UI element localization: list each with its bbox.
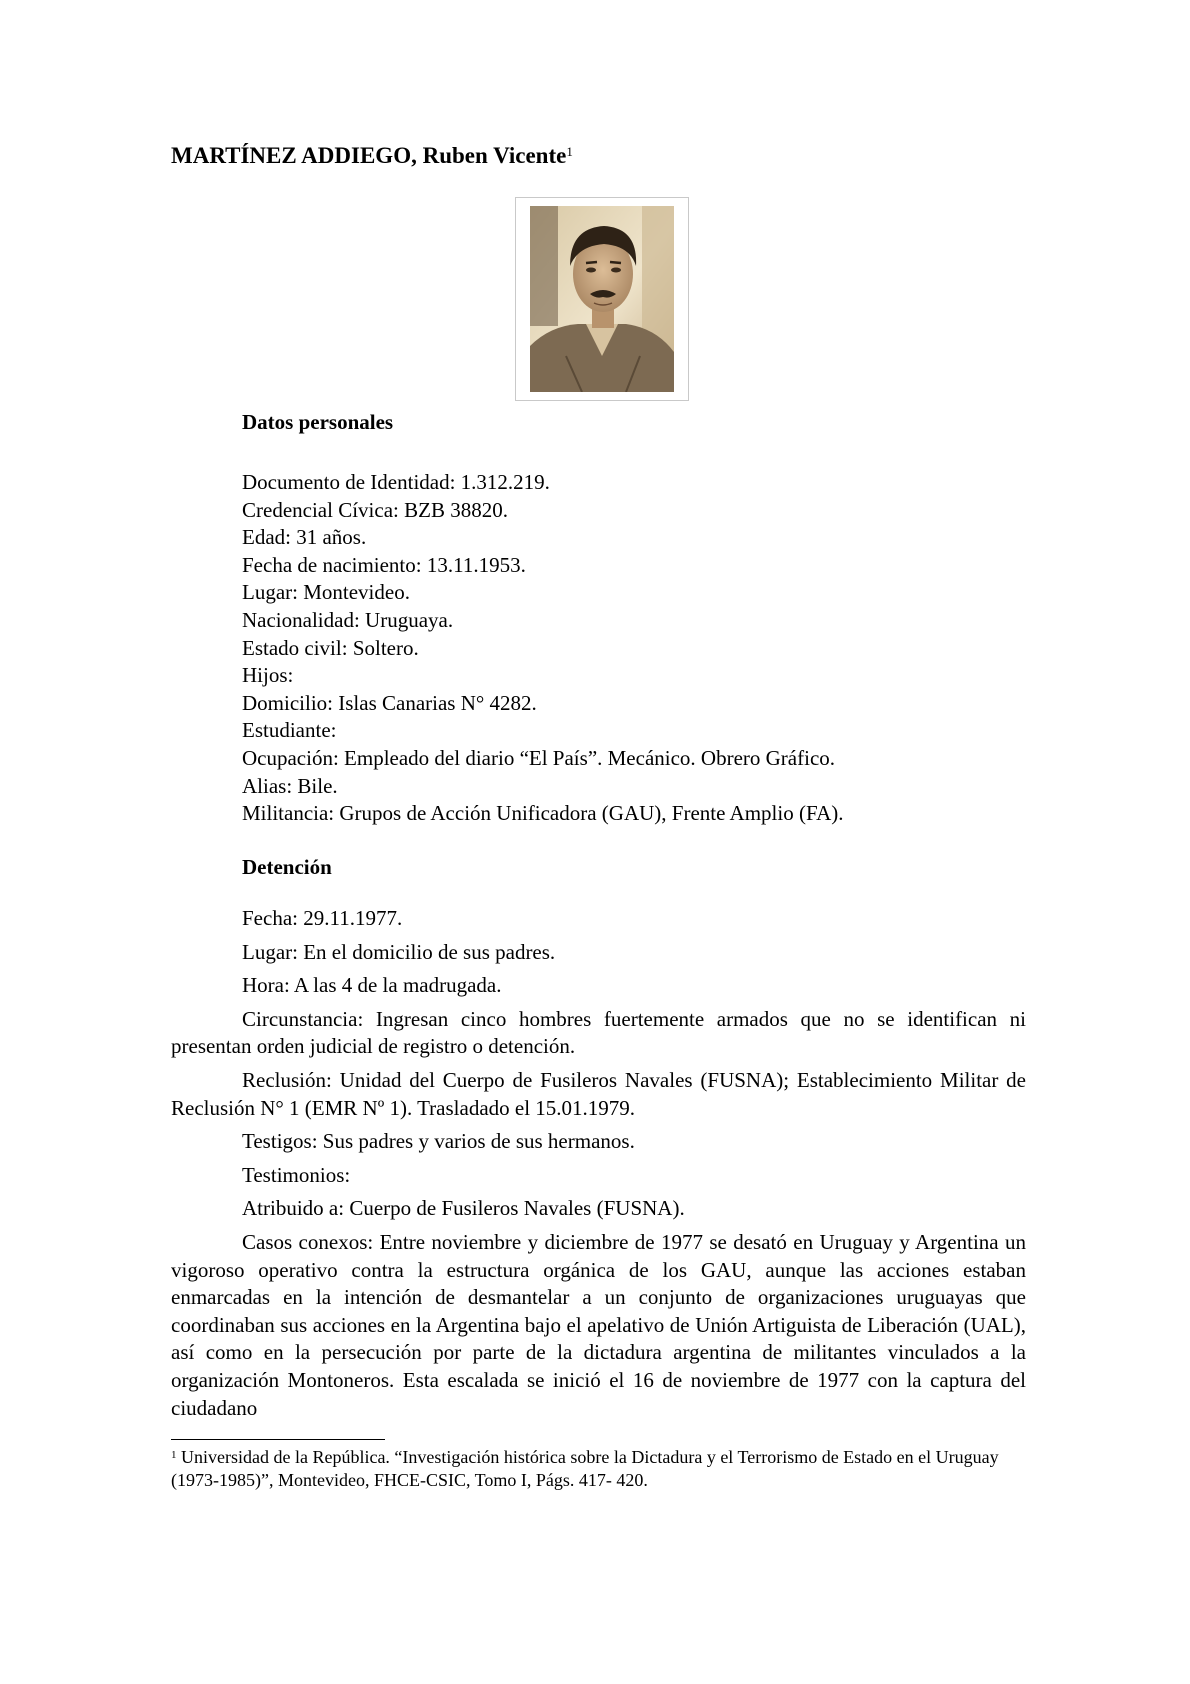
portrait-photo-icon bbox=[530, 206, 674, 392]
birth-place-line: Lugar: Montevideo. bbox=[242, 580, 410, 605]
witnesses-paragraph: Testigos: Sus padres y varios de sus hermanos. bbox=[242, 1129, 635, 1154]
reclusion-paragraph: Reclusión: Unidad del Cuerpo de Fusileros Navales (FUSNA); Establecimiento Militar de Reclusión N° 1 (EMR Nº 1). Trasladado el 15.01.1979. bbox=[171, 1067, 1026, 1120]
footnote-text: Universidad de la República. “Investigación histórica sobre la Dictadura y el Terrorismo de Estado en el Uruguay (1973-1985)”, Montevideo, FHCE-CSIC, Tomo I, Págs. 417- 420. bbox=[171, 1447, 999, 1490]
footnote-divider bbox=[171, 1439, 385, 1440]
footnote-marker: 1 bbox=[171, 1449, 177, 1461]
birth-date-line: Fecha de nacimiento: 13.11.1953. bbox=[242, 552, 526, 577]
detention-date-paragraph: Fecha: 29.11.1977. bbox=[242, 906, 403, 930]
footnote bbox=[171, 1446, 1026, 1492]
title-text: MARTÍNEZ ADDIEGO, Ruben Vicente bbox=[171, 143, 567, 168]
detention-heading: Detención bbox=[242, 855, 332, 879]
page-title bbox=[171, 141, 573, 171]
militancy-line: Militancia: Grupos de Acción Unificadora (GAU), Frente Amplio (FA). bbox=[242, 801, 844, 826]
attributed-paragraph: Atribuido a: Cuerpo de Fusileros Navales (FUSNA). bbox=[242, 1196, 685, 1221]
children-line: Hijos: bbox=[242, 663, 294, 688]
detention-body bbox=[171, 905, 1026, 1422]
detention-place-paragraph: Lugar: En el domicilio de sus padres. bbox=[242, 939, 556, 964]
personal-data-list bbox=[242, 469, 843, 828]
identity-document-line: Documento de Identidad: 1.312.219. bbox=[242, 470, 550, 494]
related-cases-paragraph: Casos conexos: Entre noviembre y diciembre de 1977 se desató en Uruguay y Argentina un vigoroso operativo contra la estructura orgánica de los GAU, aunque las acciones estaban enmarcadas en la intención de desmantelar a un conjunto de organizaciones uruguayas que coordinaban sus acciones en la Argentina bajo el apelativo de Unión Artiguista de Liberación (UAL), así como en la persecución por parte de la dictadura argentina de militantes vinculados a la organización Montoneros. Esta escalada se inició el 16 de noviembre de 1977 con la captura del ciudadano bbox=[171, 1229, 1026, 1420]
civic-credential-line: Credencial Cívica: BZB 38820. bbox=[242, 497, 508, 522]
detention-time-paragraph: Hora: A las 4 de la madrugada. bbox=[242, 973, 502, 998]
portrait-frame bbox=[515, 197, 689, 401]
nationality-line: Nacionalidad: Uruguaya. bbox=[242, 607, 454, 632]
student-line: Estudiante: bbox=[242, 718, 337, 743]
address-line: Domicilio: Islas Canarias N° 4282. bbox=[242, 690, 537, 715]
testimonies-paragraph: Testimonios: bbox=[242, 1162, 351, 1187]
age-line: Edad: 31 años. bbox=[242, 525, 367, 550]
occupation-line: Ocupación: Empleado del diario “El País”. Mecánico. Obrero Gráfico. bbox=[242, 745, 836, 770]
alias-line: Alias: Bile. bbox=[242, 773, 338, 798]
circumstance-paragraph: Circunstancia: Ingresan cinco hombres fuertemente armados que no se identifican ni presentan orden judicial de registro o detención. bbox=[171, 1006, 1026, 1059]
civil-status-line: Estado civil: Soltero. bbox=[242, 635, 419, 660]
footnote-reference[interactable]: 1 bbox=[566, 144, 573, 159]
personal-data-heading: Datos personales bbox=[242, 410, 394, 434]
